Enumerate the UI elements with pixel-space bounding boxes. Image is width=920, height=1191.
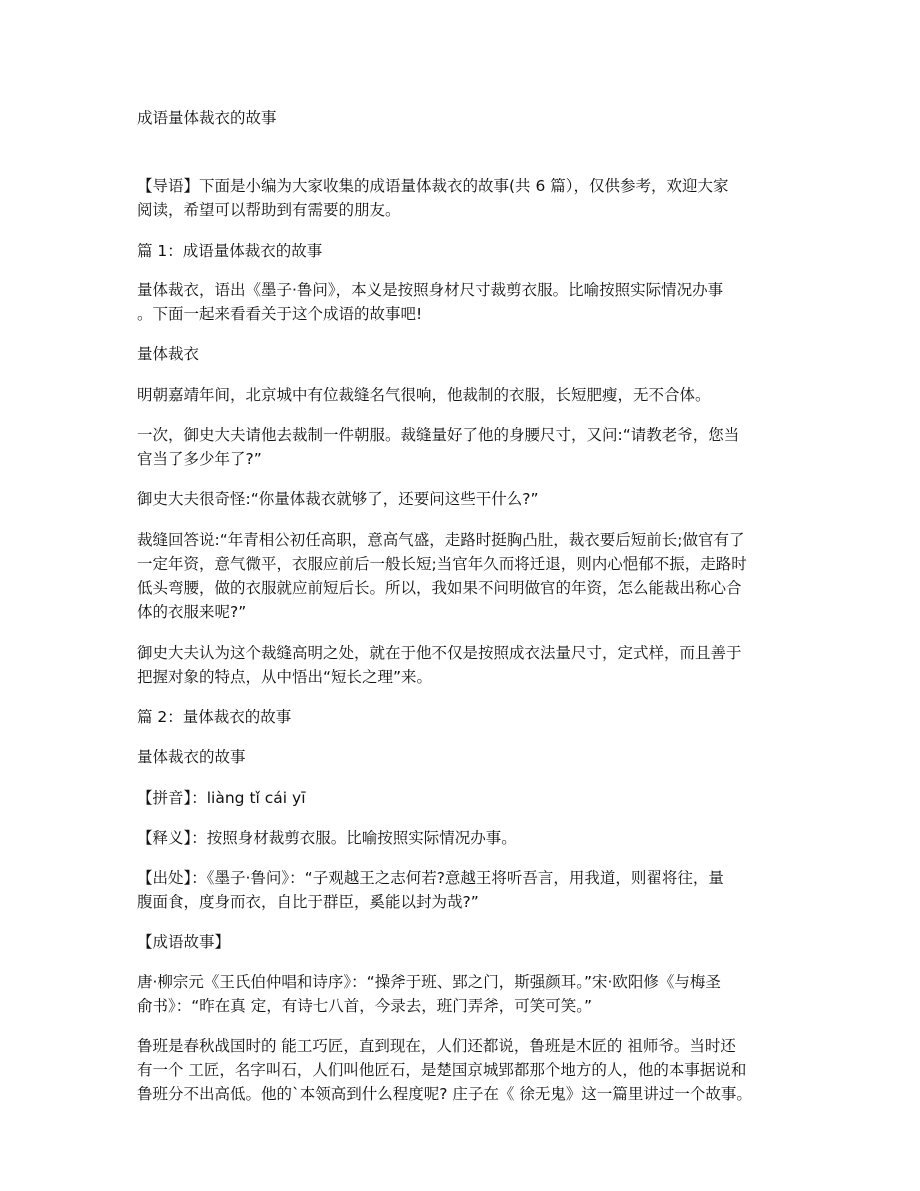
- paragraph: [137, 745, 797, 769]
- paragraph: [137, 786, 797, 810]
- paragraph: [137, 826, 797, 850]
- document-title: 成语量体裁衣的故事: [137, 109, 277, 127]
- text-line: 量体裁衣，语出《墨子·鲁问》，本义是按照身材尺寸裁剪衣服。比喻按照实际情况办事: [137, 281, 724, 299]
- paragraph: [137, 174, 797, 222]
- text-line: 一次，御史大夫请他去裁制一件朝服。裁缝量好了他的身腰尺寸，又问:“请教老爷，您当: [137, 426, 740, 444]
- paragraph: [137, 423, 797, 471]
- paragraph: [137, 1034, 797, 1106]
- paragraph: [137, 383, 797, 407]
- text-line: 量体裁衣的故事: [137, 748, 246, 766]
- text-line: 裁缝回答说:“年青相公初任高职，意高气盛，走路时挺胸凸肚，裁衣要后短前长;做官有了: [137, 531, 745, 549]
- text-line: 阅读，希望可以帮助到有需要的朋友。: [137, 201, 401, 219]
- paragraph: [137, 487, 797, 511]
- paragraph: [137, 930, 797, 954]
- paragraph: [137, 970, 797, 1018]
- paragraph: [137, 278, 797, 326]
- text-line: 【拼音】：liàng tǐ cái yī: [137, 789, 306, 807]
- text-line: 把握对象的特点，从中悟出“短长之理”来。: [137, 668, 433, 686]
- text-line: 【成语故事】: [137, 933, 231, 951]
- text-line: 唐·柳宗元《王氏伯仲唱和诗序》：“操斧于班、郢之门，斯强颜耳。”宋·欧阳修《与梅圣: [137, 973, 721, 991]
- paragraph: [137, 342, 797, 366]
- paragraph: [137, 866, 797, 914]
- text-line: 有一个 工匠，名字叫石，人们叫他匠石，是楚国京城郢都那个地方的人，他的本事据说和: [137, 1061, 747, 1079]
- text-line: 篇 1：成语量体裁衣的故事: [137, 242, 323, 260]
- paragraph: [137, 705, 797, 729]
- paragraph: [137, 239, 797, 263]
- text-line: 腹面食，度身而衣，自比于群臣，奚能以封为哉?”: [137, 893, 479, 911]
- text-line: 鲁班分不出高低。他的`本领高到什么程度呢? 庄子在《 徐无鬼》这一篇里讲过一个故事。: [137, 1085, 752, 1103]
- text-line: 鲁班是春秋战国时的 能工巧匠，直到现在，人们还都说，鲁班是木匠的 祖师爷。当时还: [137, 1037, 736, 1055]
- text-line: 量体裁衣: [137, 345, 200, 363]
- text-line: 。下面一起来看看关于这个成语的故事吧!: [137, 305, 423, 323]
- text-line: 【释义】：按照身材裁剪衣服。比喻按照实际情况办事。: [137, 829, 517, 847]
- text-line: 明朝嘉靖年间，北京城中有位裁缝名气很响，他裁制的衣服，长短肥瘦，无不合体。: [137, 386, 711, 404]
- text-line: 低头弯腰，做的衣服就应前短后长。所以，我如果不问明做官的年资，怎么能裁出称心合: [137, 579, 742, 597]
- text-line: 御史大夫认为这个裁缝高明之处，就在于他不仅是按照成衣法量尺寸，定式样，而且善于: [137, 644, 742, 662]
- text-line: 官当了多少年了?”: [137, 450, 262, 468]
- paragraph: [137, 528, 797, 624]
- text-line: 篇 2：量体裁衣的故事: [137, 708, 292, 726]
- text-line: 御史大夫很奇怪:“你量体裁衣就够了，还要问这些干什么?”: [137, 490, 539, 508]
- paragraph: [137, 641, 797, 689]
- text-line: 体的衣服来呢?”: [137, 603, 247, 621]
- text-line: 一定年资，意气微平，衣服应前后一般长短;当官年久而将迁退，则内心悒郁不振，走路时: [137, 555, 747, 573]
- text-line: 俞书》：“昨在真 定，有诗七八首，今录去，班门弄斧，可笑可笑。”: [137, 997, 592, 1015]
- text-line: 【出处】：《墨子·鲁问》：“子观越王之志何若?意越王将听吾言，用我道，则翟将往，量: [137, 869, 724, 887]
- text-line: 【导语】下面是小编为大家收集的成语量体裁衣的故事(共 6 篇），仅供参考，欢迎大家: [137, 177, 729, 195]
